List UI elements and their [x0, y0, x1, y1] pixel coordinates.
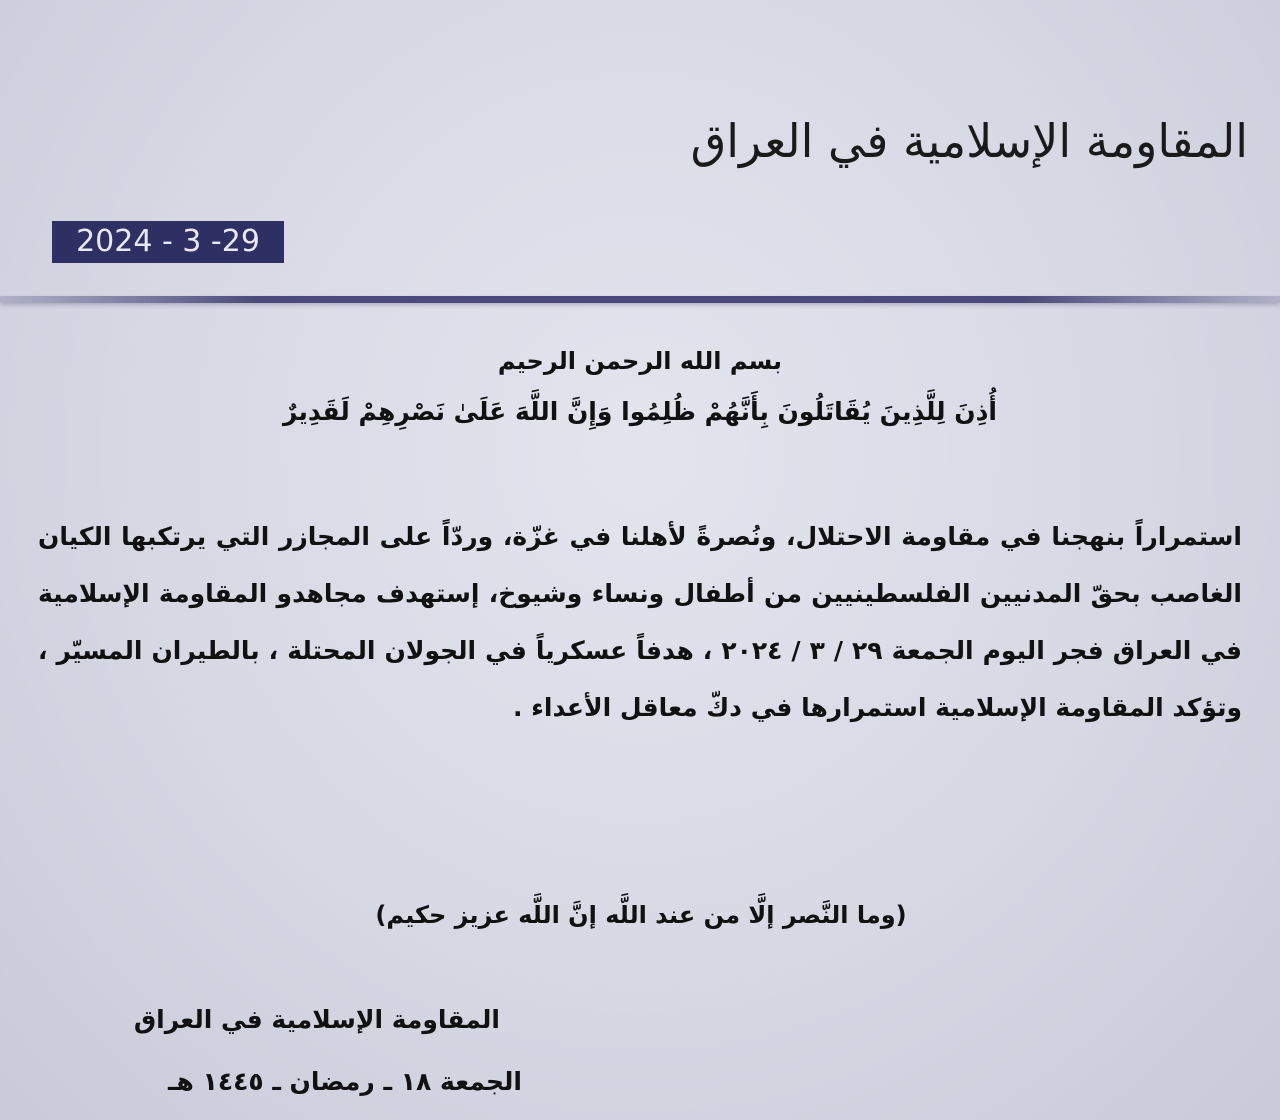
- hijri-date: الجمعة ١٨ ـ رمضان ـ ١٤٤٥ هـ: [167, 1067, 522, 1096]
- statement-body: استمراراً بنهجنا في مقاومة الاحتلال، ونُصرةً لأهلنا في غزّة، وردّاً على المجازر التي يرتكبها الكيان الغاصب بحقّ المدنيين الفلسطينيين من أطفال ونساء وشيوخ، إستهدف مجاهدو المقاومة الإسلامية في العراق فجر اليوم الجمعة ٢٩ / ٣ / ٢٠٢٤ ، هدفاً عسكرياً في الجولان المحتلة ، بالطيران المسيّر ، وتؤكد المقاومة الإسلامية استمرارها في دكّ معاقل الأعداء .: [38, 522, 1242, 722]
- opening-verse: أُذِنَ لِلَّذِينَ يُقَاتَلُونَ بِأَنَّهُمْ ظُلِمُوا وَإِنَّ اللَّهَ عَلَىٰ نَصْرِهِمْ لَقَدِيرٌ: [282, 397, 997, 426]
- closing-verse: (وما النَّصر إلَّا من عند اللَّه إنَّ اللَّه عزيز حكيم): [375, 901, 907, 929]
- header-divider: [0, 296, 1280, 303]
- signature-org-name: المقاومة الإسلامية في العراق: [133, 1005, 500, 1034]
- organization-logo-text: المقاومة الإسلامية في العراق: [690, 114, 1248, 168]
- date-badge: 2024 - 3 -29: [52, 221, 284, 263]
- basmala-heading: بسم الله الرحمن الرحيم: [497, 347, 783, 375]
